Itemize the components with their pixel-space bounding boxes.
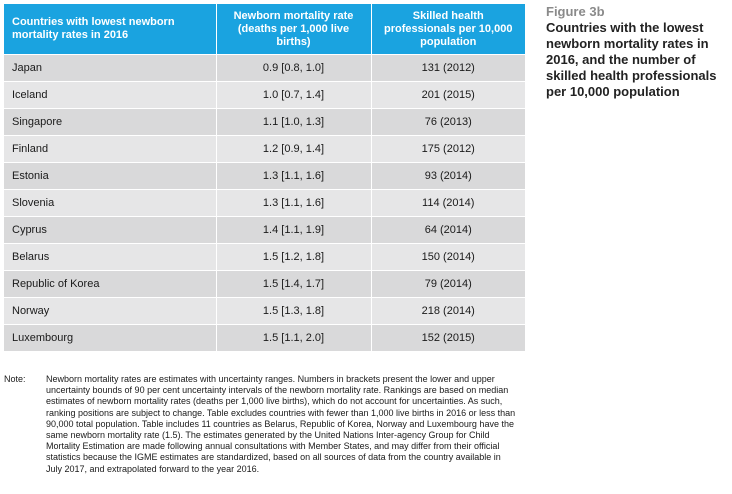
header-mortality-rate: Newborn mortality rate (deaths per 1,000 live births) <box>216 4 371 55</box>
cell-mortality-rate: 1.2 [0.9, 1.4] <box>216 136 371 163</box>
cell-country: Singapore <box>4 109 216 136</box>
cell-mortality-rate: 1.5 [1.2, 1.8] <box>216 244 371 271</box>
cell-health-professionals: 131 (2012) <box>371 55 525 82</box>
cell-country: Norway <box>4 298 216 325</box>
cell-mortality-rate: 0.9 [0.8, 1.0] <box>216 55 371 82</box>
table-row <box>4 109 525 136</box>
cell-health-professionals: 175 (2012) <box>371 136 525 163</box>
cell-mortality-rate: 1.5 [1.3, 1.8] <box>216 298 371 325</box>
mortality-table-container <box>4 4 525 351</box>
mortality-table <box>4 4 525 351</box>
header-country: Countries with lowest newborn mortality rates in 2016 <box>4 4 216 55</box>
cell-country: Luxembourg <box>4 325 216 352</box>
cell-country: Republic of Korea <box>4 271 216 298</box>
table-row <box>4 217 525 244</box>
cell-mortality-rate: 1.5 [1.4, 1.7] <box>216 271 371 298</box>
cell-mortality-rate: 1.5 [1.1, 2.0] <box>216 325 371 352</box>
cell-country: Cyprus <box>4 217 216 244</box>
table-row <box>4 82 525 109</box>
cell-country: Iceland <box>4 82 216 109</box>
table-row <box>4 271 525 298</box>
note-text: Newborn mortality rates are estimates with uncertainty ranges. Numbers in brackets present the lower and upper uncertainty bounds of 90 per cent uncertainty intervals of the newborn mortality rate. Rankings are based on median estimates of newborn mortality rates (deaths per 1,000 live births), which do not account for uncertainties. As such, ranking positions are subject to change. Table excludes countries with fewer than 1,000 live births in 2016 or less than 90,000 total population. Table includes 11 countries as Belarus, Republic of Korea, Norway and Luxembourg have the same newborn mortality rate (1.5). The estimates generated by the United Nations Inter-agency Group for Child Mortality Estimation are made following annual consultations with Member States, and may differ from their official statistics because the IGME estimates are standardized, based on all sources of data from the country available in July 2017, and extrapolated forward to the year 2016. <box>46 374 516 474</box>
cell-mortality-rate: 1.4 [1.1, 1.9] <box>216 217 371 244</box>
cell-health-professionals: 150 (2014) <box>371 244 525 271</box>
figure-label: Figure 3b <box>546 4 605 19</box>
cell-country: Finland <box>4 136 216 163</box>
cell-health-professionals: 64 (2014) <box>371 217 525 244</box>
cell-country: Belarus <box>4 244 216 271</box>
cell-health-professionals: 93 (2014) <box>371 163 525 190</box>
cell-health-professionals: 218 (2014) <box>371 298 525 325</box>
cell-country: Estonia <box>4 163 216 190</box>
table-row <box>4 55 525 82</box>
table-header-row <box>4 4 525 55</box>
cell-mortality-rate: 1.3 [1.1, 1.6] <box>216 163 371 190</box>
table-row <box>4 244 525 271</box>
note-label: Note: <box>4 374 26 384</box>
cell-mortality-rate: 1.0 [0.7, 1.4] <box>216 82 371 109</box>
cell-health-professionals: 201 (2015) <box>371 82 525 109</box>
cell-country: Slovenia <box>4 190 216 217</box>
cell-health-professionals: 152 (2015) <box>371 325 525 352</box>
table-row <box>4 136 525 163</box>
cell-health-professionals: 79 (2014) <box>371 271 525 298</box>
cell-country: Japan <box>4 55 216 82</box>
header-health-professionals: Skilled health professionals per 10,000 population <box>371 4 525 55</box>
cell-mortality-rate: 1.3 [1.1, 1.6] <box>216 190 371 217</box>
figure-title: Countries with the lowest newborn mortality rates in 2016, and the number of skilled health professionals per 10,000 population <box>546 20 717 99</box>
cell-health-professionals: 114 (2014) <box>371 190 525 217</box>
table-body <box>4 55 525 352</box>
figure-caption <box>546 4 730 100</box>
cell-health-professionals: 76 (2013) <box>371 109 525 136</box>
table-row <box>4 163 525 190</box>
table-row <box>4 298 525 325</box>
cell-mortality-rate: 1.1 [1.0, 1.3] <box>216 109 371 136</box>
table-row <box>4 325 525 352</box>
table-row <box>4 190 525 217</box>
